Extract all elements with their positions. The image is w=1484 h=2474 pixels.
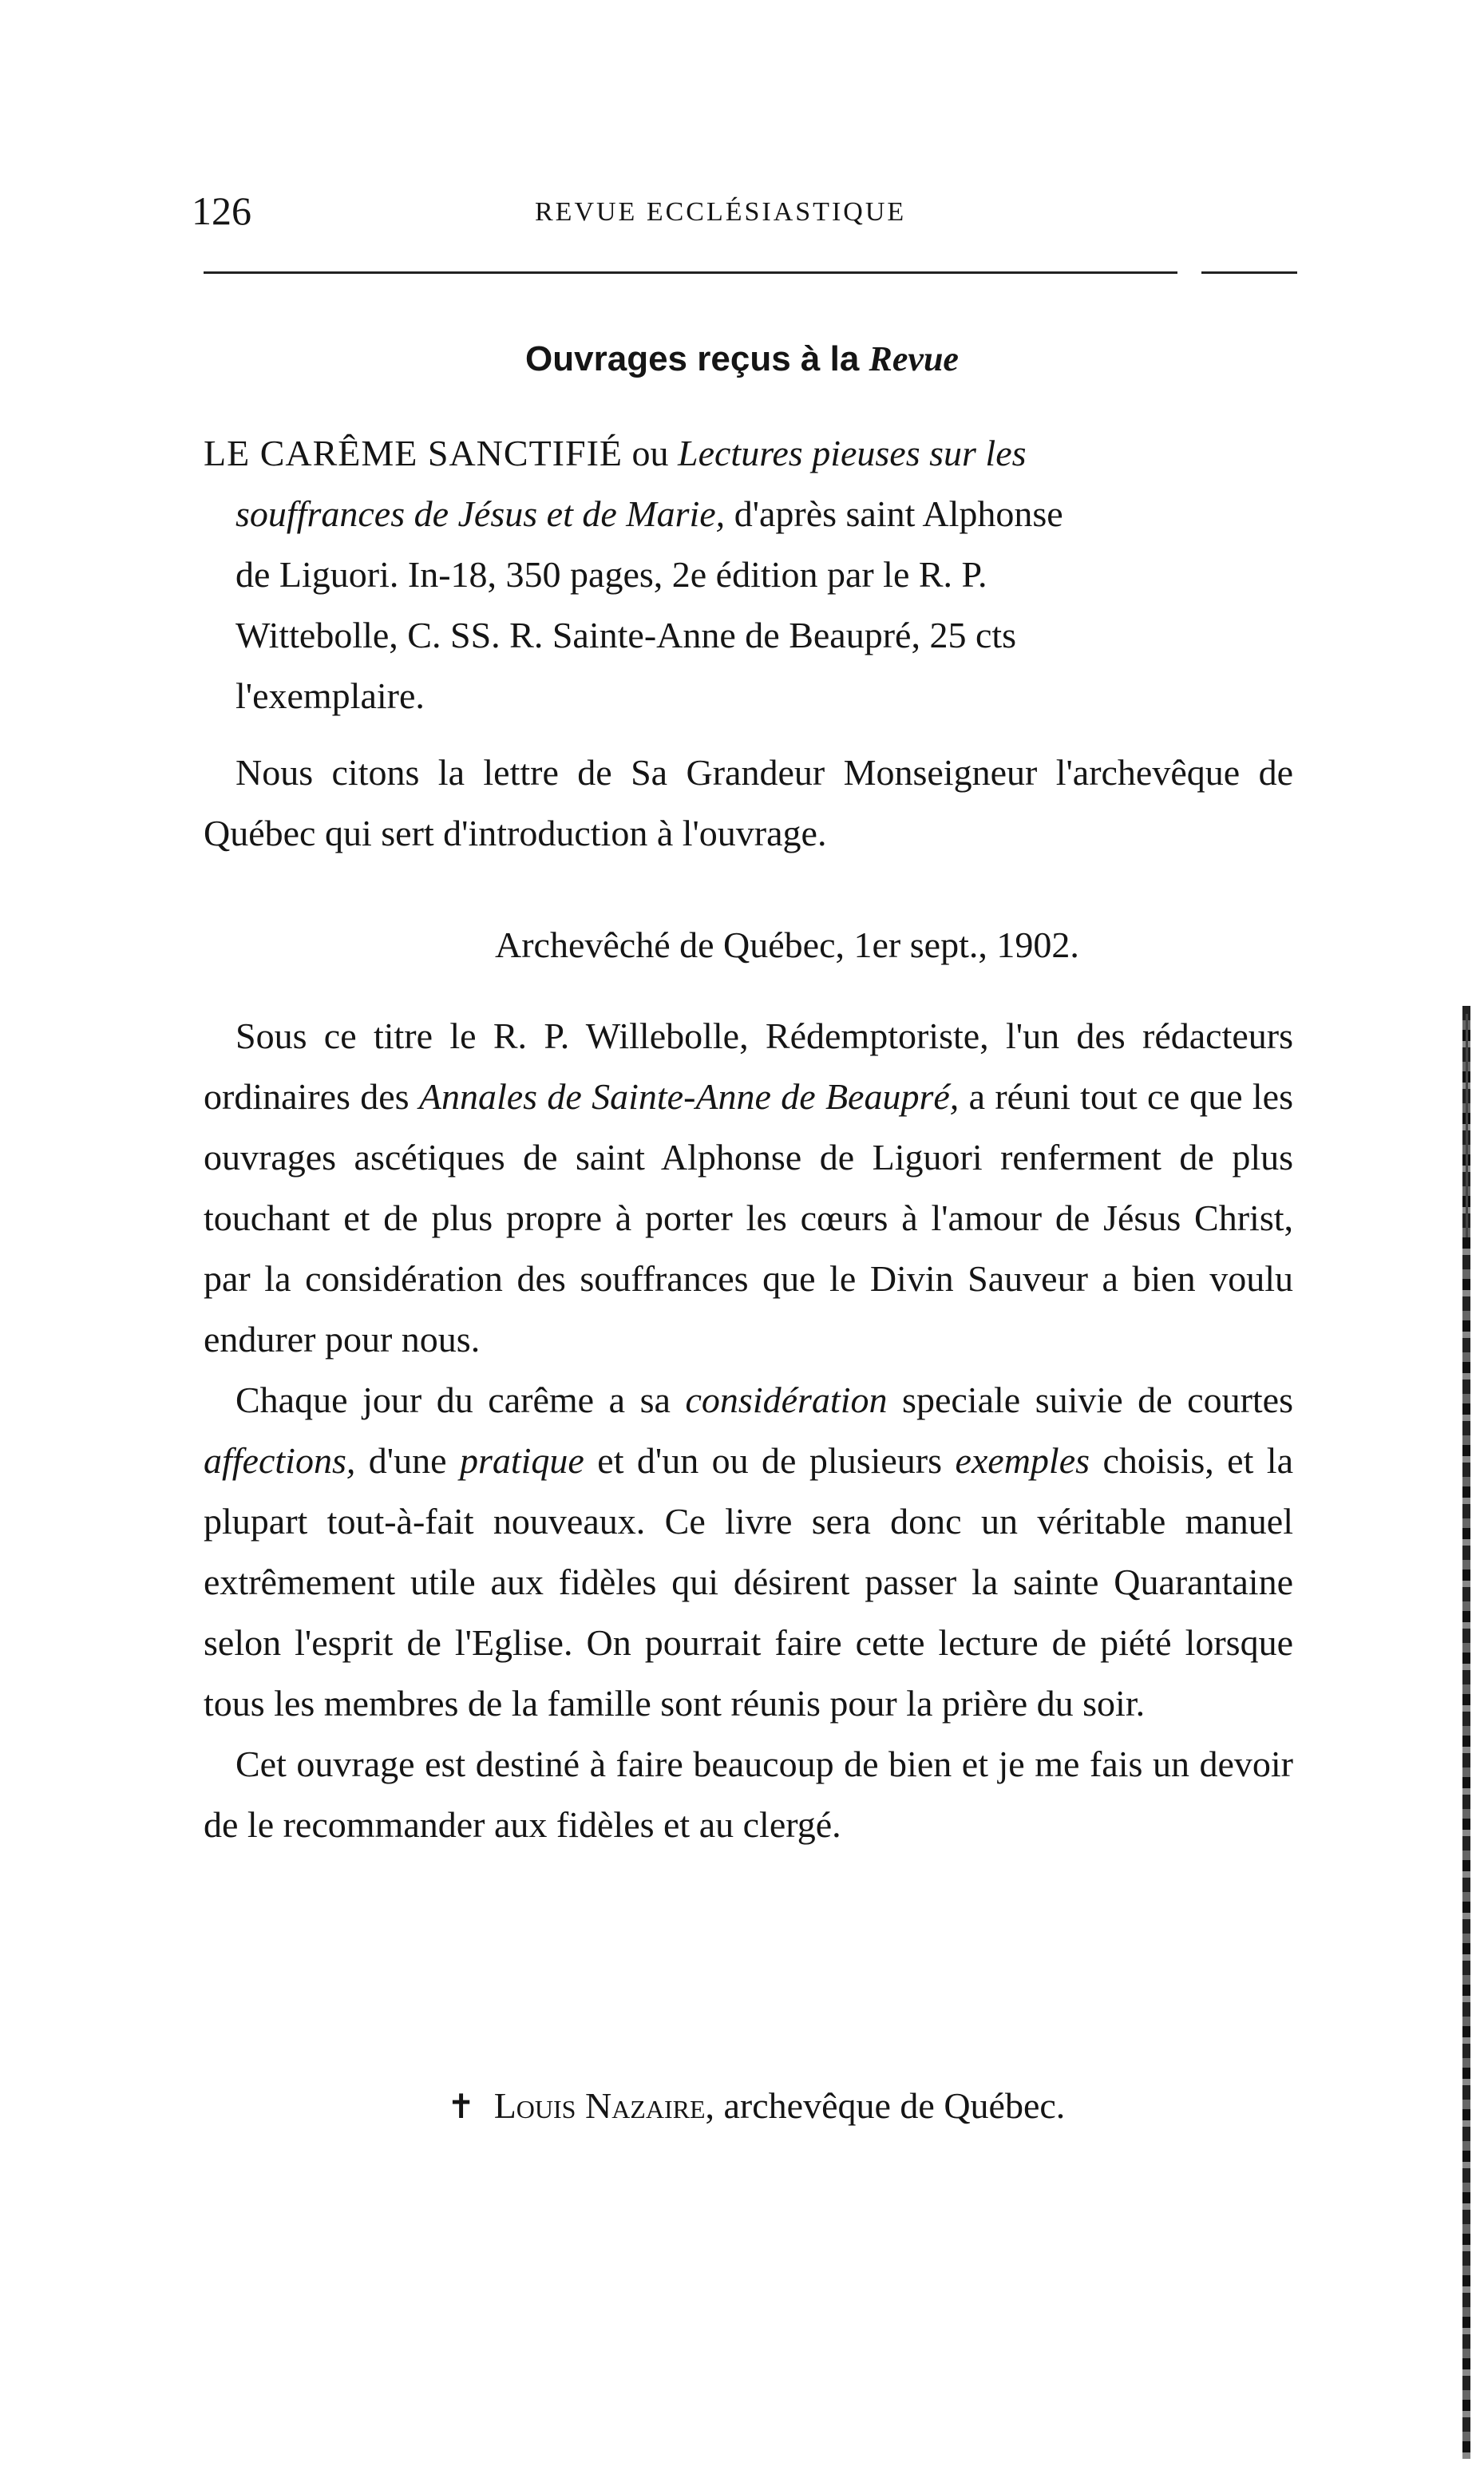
- section-title: [0, 335, 1484, 383]
- header-rule: [204, 271, 1177, 274]
- p2-italic-c: pratique: [459, 1440, 584, 1481]
- p1-italic-title: Annales de Sainte-Anne de Beaupré,: [418, 1076, 960, 1117]
- book-details: de Liguori. In-18, 350 pages, 2e édition par le R. P.: [235, 554, 987, 595]
- letter-paragraph-2: [204, 1370, 1293, 1734]
- book-publisher: Wittebolle, C. SS. R. Sainte-Anne de Beaupré, 25 cts: [235, 615, 1017, 655]
- book-title-conjunction: ou: [631, 433, 669, 473]
- p2-text-b: speciale suivie de courtes: [902, 1380, 1293, 1420]
- p2-text-e: choisis, et la plupart tout-à-fait nouveaux. Ce livre sera donc un véritable manuel extrêmement utile aux fidèles qui désirent passer la sainte Quarantaine selon l'esprit de l'Eglise. On pourrait faire cette lecture de piété lorsque tous les membres de la famille sont réunis pour la prière du soir.: [204, 1440, 1294, 1724]
- book-price-unit: l'exemplaire.: [235, 675, 425, 716]
- book-subtitle-end: souffrances de Jésus et de Marie,: [235, 493, 726, 534]
- p1-text-b: a réuni tout ce que les ouvrages ascétiques de saint Alphonse de Liguori renferment de plus touchant et de plus propre à porter les cœurs à l'amour de Jésus Christ, par la considération des souffrances que le Divin Sauveur a bien voulu endurer pour nous.: [204, 1076, 1293, 1360]
- running-head: REVUE ECCLÉSIASTIQUE: [535, 197, 907, 227]
- letter-paragraph-3: Cet ouvrage est destiné à faire beaucoup de bien et je me fais un devoir de le recommander aux fidèles et au clergé.: [204, 1744, 1293, 1845]
- intro-paragraph: [204, 742, 1293, 864]
- p2-italic-a: considération: [685, 1380, 888, 1420]
- p2-text-c: d'une: [368, 1440, 447, 1481]
- p2-italic-d: exemples: [955, 1440, 1090, 1481]
- page-header: [192, 187, 1301, 243]
- section-title-text: Ouvrages reçus à la: [525, 339, 860, 378]
- letter-paragraph-1: [204, 1006, 1293, 1370]
- p1-text-a: Sous ce titre le R. P. Willebolle, Rédemptoriste, l'un des rédacteurs ordinaires des: [204, 1015, 1293, 1117]
- cross-icon: ✝: [447, 2089, 476, 2126]
- p2-text-a: Chaque jour du carême a sa: [235, 1380, 671, 1420]
- book-attribution: d'après saint Alphonse: [734, 493, 1063, 534]
- signature-title: archevêque de Québec.: [723, 2085, 1066, 2126]
- page-number: 126: [192, 188, 251, 233]
- book-subtitle-start: Lectures pieuses sur les: [678, 433, 1027, 473]
- p2-text-d: et d'un ou de plusieurs: [597, 1440, 943, 1481]
- signature-name: Louis Nazaire,: [493, 2085, 715, 2126]
- p2-italic-b: affections,: [204, 1440, 356, 1481]
- signature: [447, 2076, 1325, 2138]
- book-entry: [204, 423, 1293, 726]
- scan-binding-line: [1466, 1014, 1468, 1237]
- book-title: LE CARÊME SANCTIFIÉ: [204, 433, 623, 473]
- letter-body: [204, 1006, 1293, 1855]
- header-rule-end: [1201, 271, 1297, 274]
- letter-dateline: Archevêché de Québec, 1er sept., 1902.: [495, 924, 1079, 965]
- intro-text: Nous citons la lettre de Sa Grandeur Monseigneur l'archevêque de Québec qui sert d'introduction à l'ouvrage.: [204, 752, 1293, 853]
- section-title-italic: Revue: [869, 339, 959, 378]
